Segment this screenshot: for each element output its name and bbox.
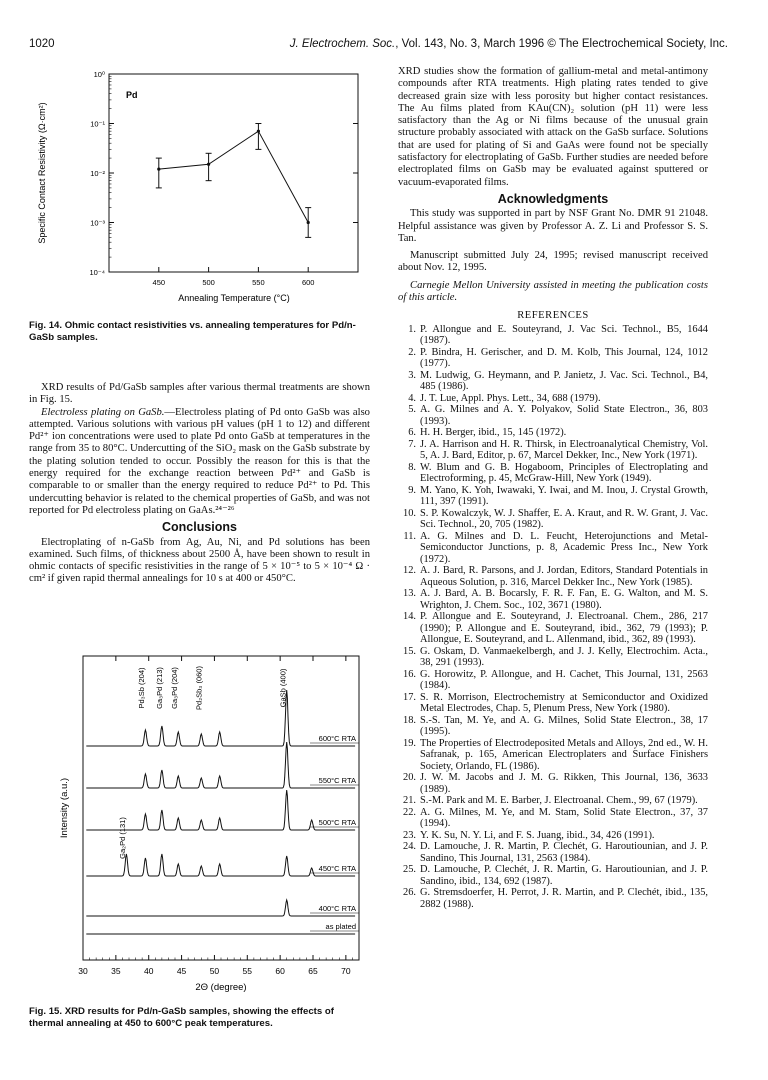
right-text-column xyxy=(398,66,708,910)
reference-number: 17. xyxy=(403,691,416,703)
reference-text: D. Lamouche, J. R. Martin, P. Clechét, G. Haroutiounian, and J. P. Sandino, This Journal, 131, 2563 (1984). xyxy=(420,841,708,864)
fig14-ytick-label: 10⁻³ xyxy=(90,218,105,228)
fig15-chart xyxy=(29,648,370,993)
fig15-peak-label: Ga₃Pd (204) xyxy=(170,667,179,709)
fig14-chart xyxy=(29,62,370,314)
reference-text: J. W. M. Jacobs and J. M. G. Rikken, This Journal, 136, 3633 (1989). xyxy=(420,772,708,795)
reference-text: D. Lamouche, P. Clechét, J. R. Martin, G. Haroutiounian, and J. P. Sandino, ibid., 134, 692 (1987). xyxy=(420,864,708,887)
reference-text: The Properties of Electrodeposited Metals and Alloys, 2nd ed., W. H. Safranak, p. 165, American Electroplaters and Surface Finishers Society, Orlando, FL (1986). xyxy=(420,737,708,772)
reference-number: 23. xyxy=(403,829,416,841)
reference-number: 3. xyxy=(408,369,416,381)
reference-item xyxy=(398,404,708,427)
fig14-ylabel: Specific Contact Resistivity (Ω·cm²) xyxy=(37,102,47,244)
fig15-xtick-label: 70 xyxy=(341,966,351,976)
reference-item xyxy=(398,508,708,531)
reference-text: M. Ludwig, G. Heymann, and P. Janietz, J. Vac. Sci. Technol., B4, 485 (1986). xyxy=(420,369,708,393)
reference-number: 14. xyxy=(403,611,416,623)
electroless-body: —Electroless plating of Pd onto GaSb was also attempted. Various solutions with various pH values (pH 1 to 12) and different Pd²⁺ ion concentrations were used to plate Pd onto GaSb at temperatures in the range from 35 to 80°C. Undercutting of the SiO₂ mask on the GaSb substrate by the plating solution tended to occur. Possibly the reason for this is that the energy required for the exchange reaction between Pd²⁺ and GaSb is comparable to or smaller than the energy required to reduce Pd²⁺ to Pd. This undercutting behavior is related to the chemical properties of GaSb, and was not reported for Pd electroless plating on GaAs.²⁴⁻²⁶ xyxy=(29,406,370,516)
reference-text: Y. K. Su, N. Y. Li, and F. S. Juang, ibid., 34, 426 (1991). xyxy=(420,829,655,841)
fig15-trace xyxy=(86,900,355,916)
fig15-peak-label: Ga₃Pd (213) xyxy=(154,667,164,709)
fig14-xtick-label: 600 xyxy=(301,278,315,287)
reference-number: 10. xyxy=(403,507,416,519)
fig15-peak-label: GaSb (400) xyxy=(278,668,288,708)
reference-number: 18. xyxy=(403,714,416,726)
reference-number: 15. xyxy=(403,645,416,657)
fig15-trace-label: 600°C RTA xyxy=(318,734,356,743)
reference-number: 22. xyxy=(403,806,416,818)
fig14-plot-frame xyxy=(109,74,358,272)
reference-text: P. Allongue and E. Souteyrand, J. Vac Sci. Technol., B5, 1644 (1987). xyxy=(420,323,708,347)
journal-issue: , Vol. 143, No. 3, March 1996 © The Electrochemical Society, Inc. xyxy=(395,38,728,50)
reference-text: P. Allongue and E. Souteyrand, J. Electroanal. Chem., 286, 217 (1990); P. Allongue and E. Souteyrand, ibid., 362, 79 (1993); P. Allongue, E. Souteyrand, and L. Allenmand, ibid., 362, 89 (1993). xyxy=(420,611,708,646)
reference-text: A. G. Milnes and A. Y. Polyakov, Solid State Electron., 36, 803 (1993). xyxy=(420,404,708,427)
xrd-paragraph: XRD results of Pd/GaSb samples after various thermal treatments are shown in Fig. 15. xyxy=(29,382,370,406)
fig15-xtick-label: 45 xyxy=(176,966,187,976)
reference-number: 26. xyxy=(403,887,416,899)
fig14-ytick-label: 10⁻⁴ xyxy=(89,268,105,277)
references-heading: REFERENCES xyxy=(517,310,589,322)
fig15-trace-label: 400°C RTA xyxy=(318,904,356,913)
acknowledgments-paragraph: This study was supported in part by NSF Grant No. DMR 91 21048. Helpful assistance was given by Professor A. Z. Li and Professor S. S. Tan. xyxy=(398,208,708,244)
fig15-trace-label: as plated xyxy=(325,922,356,931)
reference-number: 9. xyxy=(408,484,416,496)
running-header xyxy=(29,38,728,56)
reference-number: 11. xyxy=(403,530,416,542)
fig15-trace-label: 500°C RTA xyxy=(318,818,356,827)
reference-text: A. J. Bard, A. B. Bocarsly, F. R. F. Fan, E. G. Walton, and M. S. Wrighton, J. Chem. Soc., 102, 3671 (1980). xyxy=(420,588,708,611)
fig14-data-point xyxy=(257,130,260,133)
fig15-xtick-label: 50 xyxy=(209,966,220,976)
reference-text: A. G. Milnes and D. L. Feucht, Heterojunctions and Metal-Semiconductor Junctions, p. 8, Academic Press Inc., New York (1972). xyxy=(420,530,708,565)
reference-item xyxy=(398,485,708,508)
fig15-trace xyxy=(86,690,355,746)
reference-text: S. R. Morrison, Electrochemistry at Semiconductor and Oxidized Metal Electrodes, Chap. 5, Plenum Press, New York (1980). xyxy=(420,691,708,715)
fig14-ytick-label: 10⁻¹ xyxy=(90,119,105,129)
reference-item xyxy=(398,738,708,773)
reference-text: P. Bindra, H. Gerischer, and D. M. Kolb, This Journal, 124, 1012 (1977). xyxy=(420,346,708,370)
fig15-trace xyxy=(86,742,355,788)
reference-number: 25. xyxy=(403,864,416,876)
reference-item xyxy=(398,588,708,611)
reference-item xyxy=(398,611,708,646)
fig15-xtick-label: 60 xyxy=(275,966,285,976)
reference-item xyxy=(398,864,708,887)
reference-text: A. J. Bard, R. Parsons, and J. Jordan, Editors, Standard Potentials in Aqueous Solution, p. 316, Marcel Dekker Inc., New York (1985). xyxy=(420,565,708,588)
reference-text: J. T. Lue, Appl. Phys. Lett., 34, 688 (1979). xyxy=(420,392,601,404)
manuscript-note: Manuscript submitted July 24, 1995; revised manuscript received about Nov. 12, 1995. xyxy=(398,250,708,274)
reference-text: G. Stremsdoerfer, H. Perrot, J. R. Martin, and P. Clechét, ibid., 135, 2882 (1988). xyxy=(420,887,708,910)
fig15-xtick-label: 30 xyxy=(78,966,88,976)
conclusions-paragraph: Electroplating of n-GaSb from Ag, Au, Ni, and Pd solutions has been examined. Such films, of thickness about 2500 Å, have been shown to result in ohmic contacts of specific resistivities in the range of 5 × 10⁻⁵ to 5 × 10⁻⁴ Ω · cm² if given rapid thermal annealings for 10 s at 400 or 450°C. xyxy=(29,536,370,585)
reference-item xyxy=(398,370,708,393)
reference-item xyxy=(398,715,708,738)
reference-text: G. Horowitz, P. Allongue, and H. Cachet, This Journal, 131, 2563 (1984). xyxy=(420,668,708,692)
reference-text: J. A. Harrison and H. R. Thirsk, in Electroanalytical Chemistry, Vol. 5, A. J. Bard, Editor, p. 67, Marcel Dekker, Inc., New York (1971). xyxy=(420,438,708,462)
fig15-peak-label: Pd₃Sb (204) xyxy=(137,667,147,709)
reference-item xyxy=(398,462,708,485)
reference-item xyxy=(398,347,708,370)
reference-text: W. Blum and G. B. Hogaboom, Principles of Electroplating and Electroforming, p. 45, McGraw-Hill, New York (1949). xyxy=(420,461,708,485)
fig15-peak-label: Ga₂Pd (131) xyxy=(118,817,128,859)
fig15-plot-frame xyxy=(83,656,359,960)
fig14-data-point xyxy=(207,163,210,166)
fig14-data-point xyxy=(307,221,310,224)
reference-text: S.-M. Park and M. E. Barber, J. Electroanal. Chem., 99, 67 (1979). xyxy=(420,795,698,807)
journal-name: J. Electrochem. Soc. xyxy=(289,38,396,50)
reference-item xyxy=(398,830,708,842)
reference-number: 4. xyxy=(408,392,416,404)
conclusions-heading: Conclusions xyxy=(161,520,237,535)
left-text-column xyxy=(29,382,370,586)
references-list xyxy=(398,324,708,911)
acknowledgments-heading: Acknowledgments xyxy=(497,191,609,206)
reference-number: 21. xyxy=(403,795,416,807)
reference-number: 1. xyxy=(408,323,416,335)
reference-text: A. G. Milnes, M. Ye, and M. Stam, Solid State Electron., 37, 37 (1994). xyxy=(420,806,708,830)
reference-number: 6. xyxy=(408,427,416,439)
reference-number: 5. xyxy=(408,404,416,416)
fig14-xtick-label: 450 xyxy=(152,278,166,287)
reference-item xyxy=(398,439,708,462)
reference-item xyxy=(398,427,708,439)
reference-item xyxy=(398,646,708,669)
fig15-peak-label: Pd₂Sb₃ (060) xyxy=(194,666,204,710)
reference-number: 7. xyxy=(408,438,416,450)
reference-item xyxy=(398,692,708,715)
fig14-xtick-label: 550 xyxy=(252,278,265,287)
reference-number: 13. xyxy=(403,588,416,600)
page-number: 1020 xyxy=(29,38,55,50)
xrd-studies-paragraph: XRD studies show the formation of gallium-metal and metal-antimony compounds after RTA treatments. High plating rates tended to give decreased grain size with less porosity but higher contact resistances. The Au films plated from KAu(CN)₂ solution (pH 11) were less satisfactory than the Ag or Ni films because of the unusual grain structure probably associated with attack on the GaSb surface. Solutions that are used for plating of Si and GaAs were found not be specially satisfactory for electroplating of GaSb. Further studies are needed before electroplated films on GaSb may be evaluated against sputtered or vacuum-evaporated films. xyxy=(398,66,708,188)
reference-item xyxy=(398,669,708,692)
reference-number: 8. xyxy=(408,461,416,473)
fig14-caption: Fig. 14. Ohmic contact resistivities vs. annealing temperatures for Pd/n-GaSb samples. xyxy=(29,320,356,343)
reference-number: 24. xyxy=(403,841,416,853)
reference-item xyxy=(398,841,708,864)
reference-item xyxy=(398,795,708,807)
reference-number: 12. xyxy=(403,565,416,577)
reference-item xyxy=(398,887,708,910)
reference-item xyxy=(398,807,708,830)
fig15-xtick-label: 40 xyxy=(143,966,154,976)
fig14-series-label: Pd xyxy=(126,90,138,100)
reference-item xyxy=(398,324,708,347)
fig15-caption: Fig. 15. XRD results for Pd/n-GaSb samples, showing the effects of thermal annealing at 450 to 600°C peak temperatures. xyxy=(29,1006,334,1029)
reference-text: S.-S. Tan, M. Ye, and A. G. Milnes, Solid State Electron., 38, 17 (1995). xyxy=(420,714,708,738)
reference-number: 16. xyxy=(403,668,416,680)
reference-text: S. P. Kowalczyk, W. J. Shaffer, E. A. Kraut, and R. W. Grant, J. Vac. Sci. Technol., 20, 705 (1982). xyxy=(420,507,708,531)
reference-number: 19. xyxy=(403,737,416,749)
reference-number: 20. xyxy=(403,772,416,784)
journal-citation xyxy=(290,38,728,50)
fig15-xtick-label: 35 xyxy=(111,966,121,976)
fig14-ytick-label: 10⁻² xyxy=(90,169,105,178)
reference-text: G. Oskam, D. Vanmaekelbergh, and J. J. Kelly, Electrochim. Acta., 38, 291 (1993). xyxy=(420,645,708,669)
reference-item xyxy=(398,565,708,588)
fig15-ylabel: Intensity (a.u.) xyxy=(59,777,70,839)
fig15-xtick-label: 55 xyxy=(242,966,253,976)
fig15-xlabel: 2Θ (degree) xyxy=(195,982,247,993)
fig14-xtick-label: 500 xyxy=(202,278,215,287)
fig14-data-point xyxy=(157,167,160,170)
reference-item xyxy=(398,531,708,566)
reference-text: M. Yano, K. Yoh, Iwawaki, Y. Iwai, and M. Inou, J. Crystal Growth, 111, 397 (1991). xyxy=(420,484,708,508)
reference-text: H. H. Berger, ibid., 15, 145 (1972). xyxy=(420,427,567,439)
reference-item xyxy=(398,393,708,405)
reference-number: 2. xyxy=(408,346,416,358)
fig14-series-line xyxy=(159,131,308,222)
fig15-trace-label: 450°C RTA xyxy=(318,864,356,873)
reference-item xyxy=(398,772,708,795)
fig15-xtick-label: 65 xyxy=(308,966,318,976)
fig14-ytick-label: 10⁰ xyxy=(93,70,105,79)
fig15-trace-label: 550°C RTA xyxy=(318,776,356,785)
fig14-xlabel: Annealing Temperature (°C) xyxy=(178,293,290,303)
publication-costs-note: Carnegie Mellon University assisted in meeting the publication costs of this article. xyxy=(398,279,708,304)
figure-15 xyxy=(29,648,370,993)
electroless-heading: Electroless plating on GaSb. xyxy=(41,406,165,418)
figure-14 xyxy=(29,62,370,314)
electroless-paragraph xyxy=(29,407,370,518)
